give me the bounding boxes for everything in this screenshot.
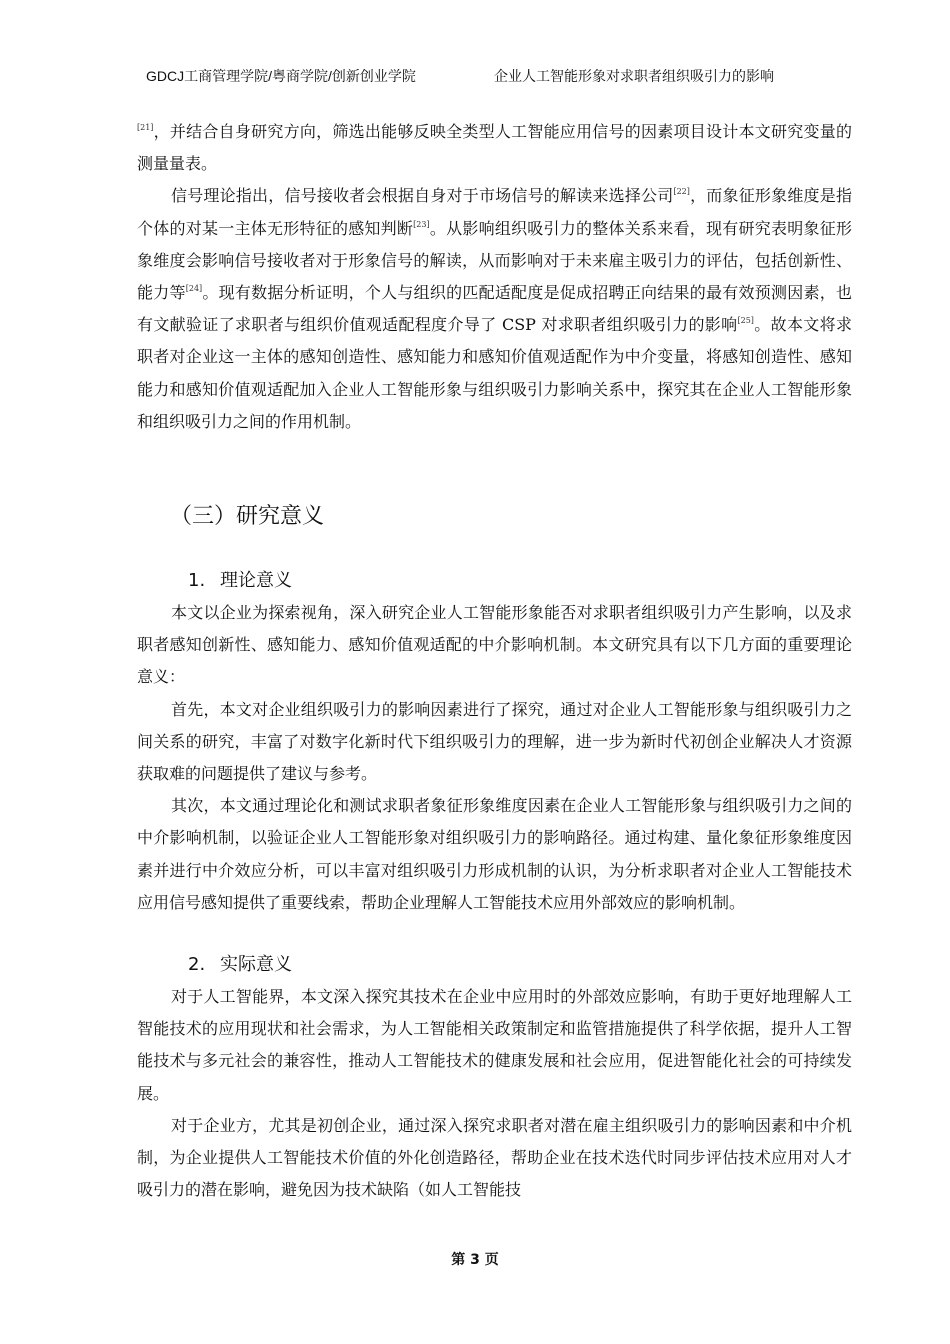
citation-ref: [25] — [737, 316, 754, 326]
citation-ref: [24] — [185, 284, 203, 294]
subsection-heading-theory — [188, 566, 292, 592]
paragraph: 其次，本文通过理论化和测试求职者象征形象维度因素在企业人工智能形象与组织吸引力之间的中介影响机制，以验证企业人工智能形象对组织吸引力的影响路径。通过构建、量化象征形象维度因素并进行中介效应分析，可以丰富对组织吸引力形成机制的认识，为分析求职者对企业人工智能技术应用信号感知提供了重要线索，帮助企业理解人工智能技术应用外部效应的影响机制。 — [137, 796, 852, 912]
citation-ref: [23] — [413, 219, 430, 229]
subsection-title: 实际意义 — [220, 954, 292, 975]
body-block-theory — [137, 597, 852, 919]
paragraph: 首先，本文对企业组织吸引力的影响因素进行了探究，通过对企业人工智能形象与组织吸引力之间关系的研究，丰富了对数字化新时代下组织吸引力的理解，进一步为新时代初创企业解决人才资源获取难的问题提供了建议与参考。 — [137, 699, 852, 784]
paragraph-continued — [137, 116, 852, 180]
paragraph: 对于人工智能界，本文深入探究其技术在企业中应用时的外部效应影响，有助于更好地理解人工智能技术的应用现状和社会需求，为人工智能相关政策制定和监管措施提供了科学依据，提升人工智能技术与多元社会的兼容性，推动人工智能技术的健康发展和社会应用，促进智能化社会的可持续发展。 — [137, 987, 852, 1103]
paragraph-text: 信号理论指出，信号接收者会根据自身对于市场信号的解读来选择公司 — [171, 186, 674, 206]
header-paper-title: 企业人工智能形象对求职者组织吸引力的影响 — [494, 68, 774, 84]
section-heading: （三）研究意义 — [170, 504, 325, 529]
subsection-number: 1. — [188, 570, 206, 591]
subsection-title: 理论意义 — [220, 570, 292, 591]
paragraph: 本文以企业为探索视角，深入研究企业人工智能形象能否对求职者组织吸引力产生影响，以及求职者感知创新性、感知能力、感知价值观适配的中介影响机制。本文研究具有以下几方面的重要理论意义： — [137, 603, 852, 687]
header-institution: GDCJ工商管理学院/粤商学院/创新创业学院 — [146, 68, 416, 84]
paragraph-text: 。故本文将求职者对企业这一主体的感知创造性、感知能力和感知价值观适配作为中介变量，将感知创造性、感知能力和感知价值观适配加入企业人工智能形象与组织吸引力影响关系中，探究其在企业人工智能形象和组织吸引力之间的作用机制。 — [137, 315, 852, 431]
subsection-heading-practice — [188, 950, 292, 976]
body-block-practice — [137, 981, 852, 1206]
paragraph-signal-theory — [137, 180, 852, 438]
paragraph-text: 。从影响组织吸引力的整体关系来看，现有研究表明象征形象维度会影响信号接收者对于形象信号的解读，从而影响对于未来雇主吸引力的评估，包括创新性、能力等 — [137, 218, 852, 303]
body-block-1 — [137, 116, 852, 438]
citation-ref: [22] — [673, 187, 690, 197]
paragraph: 对于企业方，尤其是初创企业，通过深入探究求职者对潜在雇主组织吸引力的影响因素和中介机制，为企业提供人工智能技术价值的外化创造路径，帮助企业在技术迭代时同步评估技术应用对人才吸引力的潜在影响，避免因为技术缺陷（如人工智能技 — [137, 1115, 852, 1200]
citation-ref: [21] — [137, 123, 154, 132]
page-number: 第 3 页 — [451, 1252, 499, 1268]
paragraph-text: ，并结合自身研究方向，筛选出能够反映全类型人工智能应用信号的因素项目设计本文研究变量的测量量表。 — [137, 122, 852, 174]
paragraph-text: ，而象征形象维度是指个体的对某一主体无形特征的感知判断 — [137, 186, 852, 238]
paragraph-text: 。现有数据分析证明，个人与组织的匹配适配度是促成招聘正向结果的最有效预测因素，也有文献验证了求职者与组织价值观适配程度介导了 CSP 对求职者组织吸引力的影响 — [137, 283, 852, 335]
subsection-number: 2. — [188, 954, 206, 975]
